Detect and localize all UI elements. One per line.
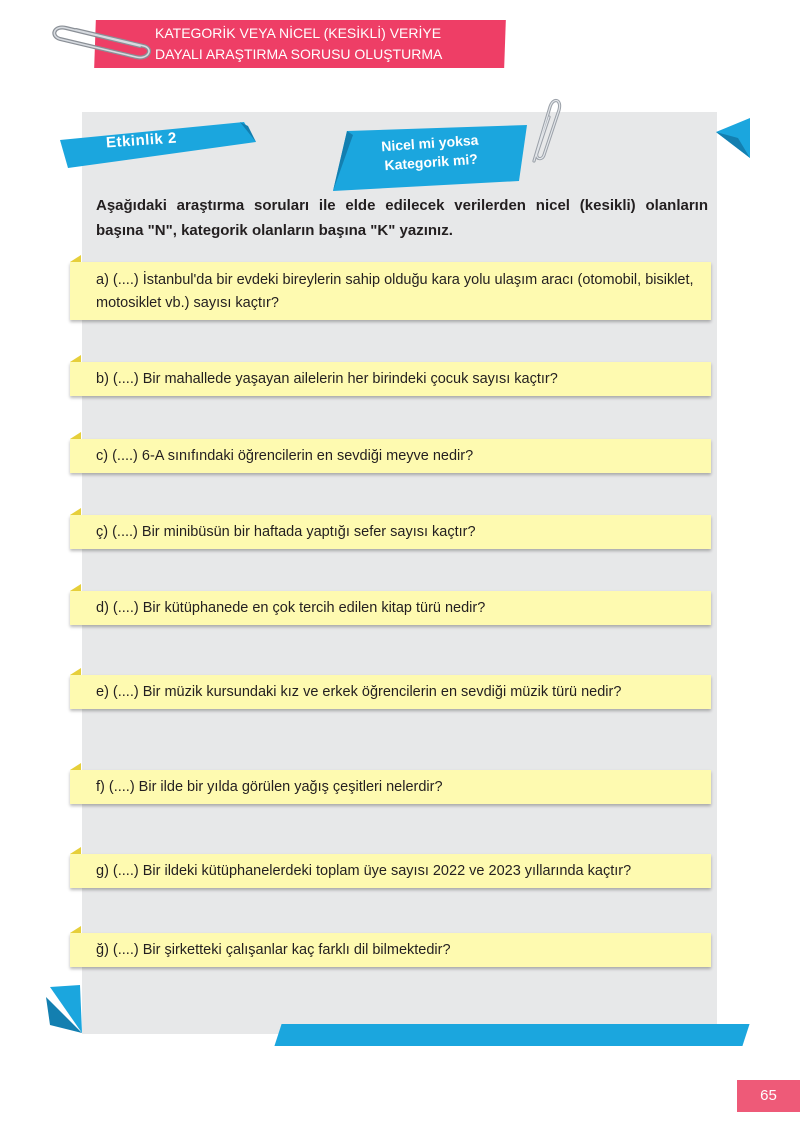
question-box: [70, 439, 711, 473]
title-tab-line2: Kategorik mi?: [383, 150, 479, 174]
paperclip-icon: [526, 95, 562, 167]
page-number: 65: [737, 1080, 800, 1112]
question-box: [70, 362, 711, 396]
corner-decoration-bottom-left: [46, 985, 86, 1033]
header-title: [155, 23, 505, 65]
title-tab-line1: Nicel mi yoksa: [380, 131, 479, 155]
instructions-text: Aşağıdaki araştırma soruları ile elde edilecek verilerden nicel (kesikli) olanların başına "N", kategorik olanların başına "K" yazınız.: [96, 197, 708, 239]
header-title-line1: KATEGORİK VEYA NİCEL (KESİKLİ) VERİYE: [155, 25, 442, 41]
question-box: [70, 770, 711, 804]
paperclip-icon: [48, 15, 158, 60]
question-text: ğ) (....) Bir şirketteki çalışanlar kaç farklı dil bilmektedir?: [96, 942, 451, 958]
activity-label: Etkinlik 2: [105, 129, 178, 152]
question-box: [70, 854, 711, 888]
header-title-line2: DAYALI ARAŞTIRMA SORUSU OLUŞTURMA: [155, 46, 443, 62]
activity-panel: [82, 112, 717, 1034]
title-tab: [333, 125, 528, 190]
question-text: f) (....) Bir ilde bir yılda görülen yağış çeşitleri nelerdir?: [96, 779, 443, 795]
question-text: c) (....) 6-A sınıfındaki öğrencilerin en sevdiği meyve nedir?: [96, 448, 474, 464]
question-text: a) (....) İstanbul'da bir evdeki bireylerin sahip olduğu kara yolu ulaşım aracı (otomobil, bisiklet, motosiklet vb.) sayısı kaçtır?: [96, 272, 694, 311]
question-box: [70, 591, 711, 625]
question-box: [70, 262, 711, 320]
question-box: [70, 933, 711, 967]
corner-decoration-top-right: [716, 118, 752, 158]
question-text: d) (....) Bir kütüphanede en çok tercih edilen kitap türü nedir?: [96, 600, 486, 616]
question-text: b) (....) Bir mahallede yaşayan ailelerin her birindeki çocuk sayısı kaçtır?: [96, 371, 558, 387]
question-box: [70, 515, 711, 549]
question-text: e) (....) Bir müzik kursundaki kız ve erkek öğrencilerin en sevdiği müzik türü nedir?: [96, 684, 622, 700]
question-text: ç) (....) Bir minibüsün bir haftada yaptığı sefer sayısı kaçtır?: [96, 524, 476, 540]
activity-tab: [60, 122, 250, 164]
question-box: [70, 675, 711, 709]
question-text: g) (....) Bir ildeki kütüphanelerdeki toplam üye sayısı 2022 ve 2023 yıllarında kaçtır?: [96, 863, 632, 879]
bottom-decoration-bar: [274, 1024, 749, 1046]
